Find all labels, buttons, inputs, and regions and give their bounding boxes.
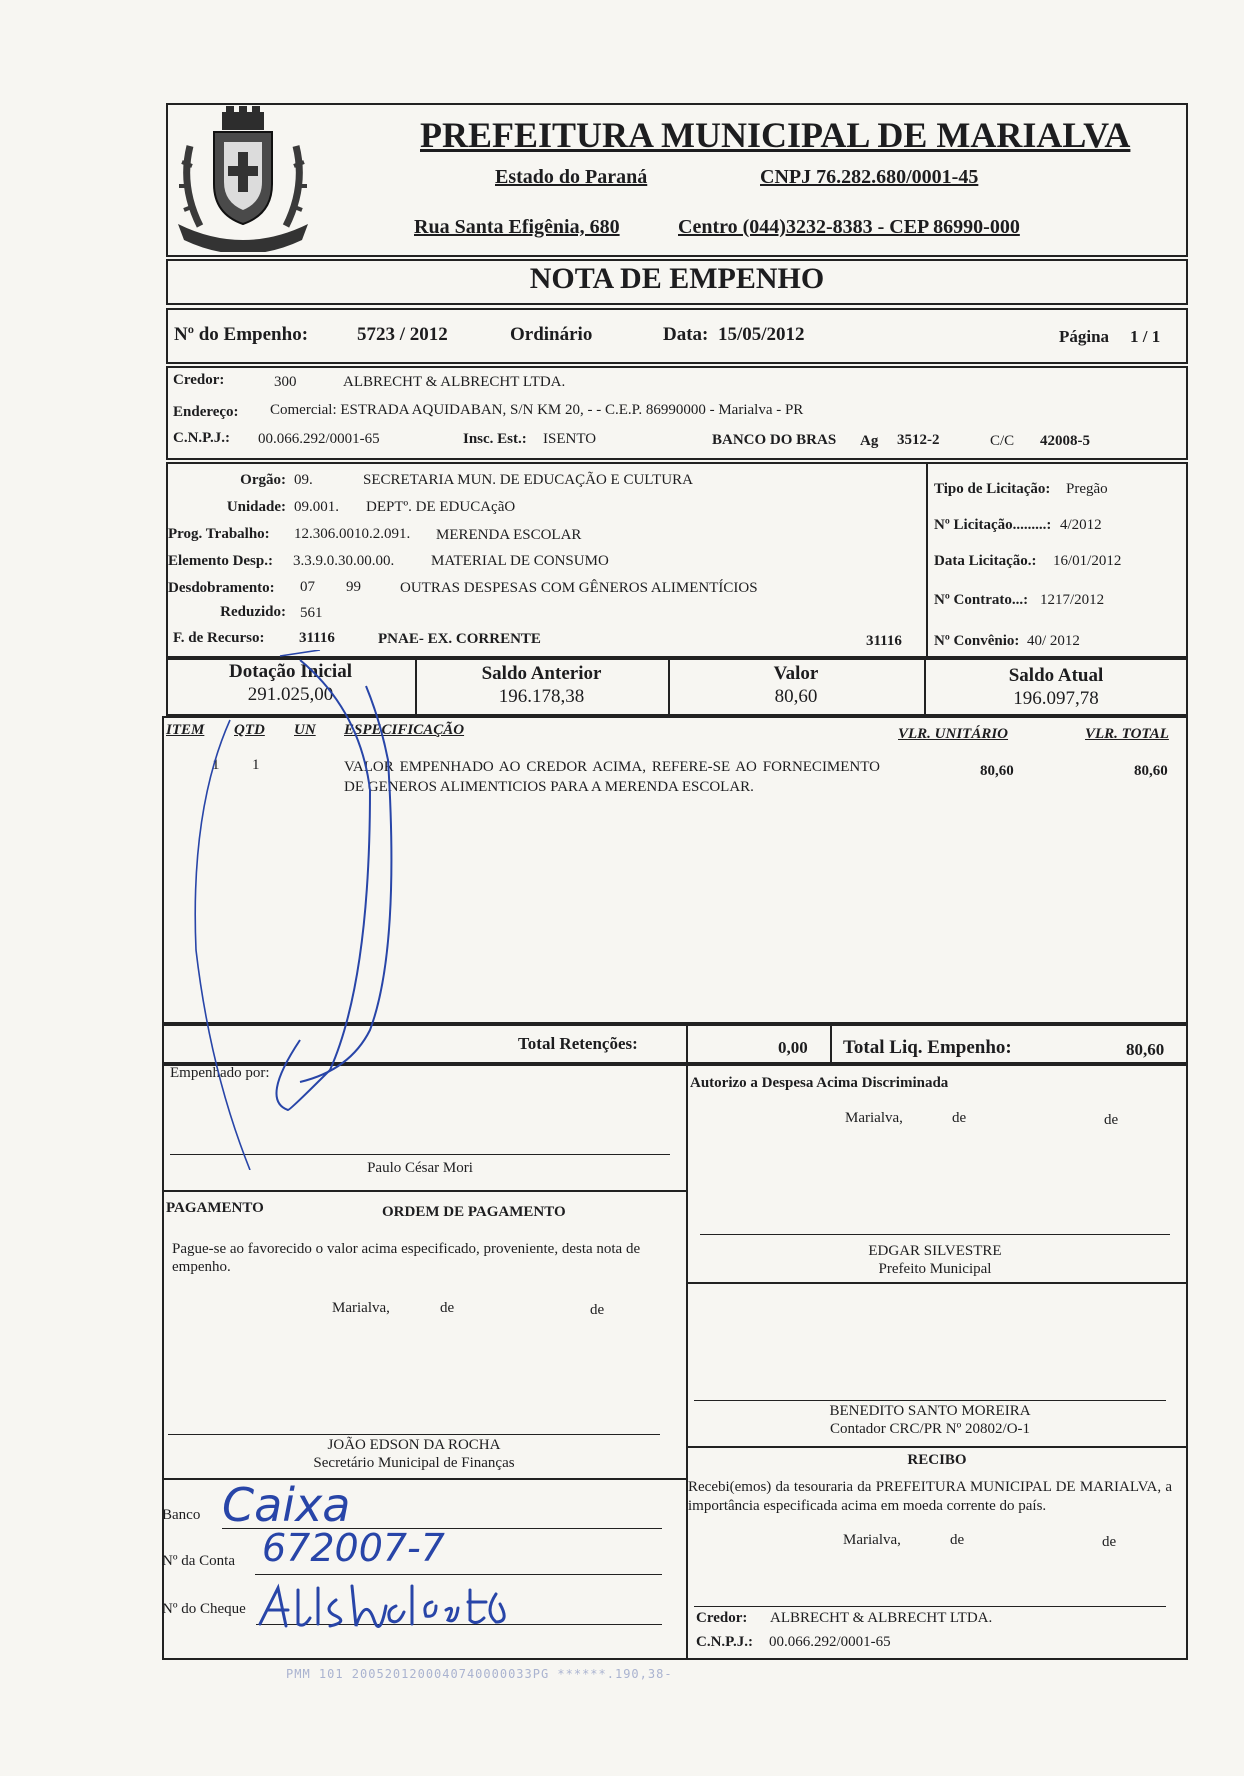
recibo-title: RECIBO xyxy=(907,1452,967,1468)
credor-address: Comercial: ESTRADA AQUIDABAN, S/N KM 20, - - C.E.P. 86990000 - Marialva - PR xyxy=(270,402,804,418)
cnpj-field-label: C.N.P.J.: xyxy=(173,430,230,446)
banco-handwritten: Caixa xyxy=(222,1478,351,1532)
tipo-licitacao-value: Pregão xyxy=(1066,481,1108,497)
col-qtd: QTD xyxy=(234,722,265,738)
recurso-code: 31116 xyxy=(299,630,335,646)
recibo-place: Marialva, xyxy=(843,1532,901,1548)
recibo-sign-line xyxy=(694,1606,1166,1607)
date-value: 15/05/2012 xyxy=(718,324,805,345)
insc-value: ISENTO xyxy=(543,431,597,447)
handwritten-mark-icon xyxy=(170,650,470,1170)
unidade-label: Unidade: xyxy=(226,499,286,515)
col-item: ITEM xyxy=(166,722,205,738)
saldo-atual-value: 196.097,78 xyxy=(1013,688,1099,709)
valor-label: Valor xyxy=(773,663,819,684)
coat-of-arms-icon xyxy=(170,106,316,252)
state-label: Estado do Paraná xyxy=(495,166,648,188)
credor-name: ALBRECHT & ALBRECHT LTDA. xyxy=(343,374,566,390)
contador-sign-line xyxy=(694,1400,1166,1401)
cheque-signature-icon xyxy=(256,1580,516,1636)
cc-label: C/C xyxy=(990,433,1015,449)
recibo-de-1: de xyxy=(950,1532,965,1548)
recibo-credor-name: ALBRECHT & ALBRECHT LTDA. xyxy=(770,1610,993,1626)
empenho-label: Nº do Empenho: xyxy=(174,324,309,345)
autorizo-de-1: de xyxy=(952,1110,967,1126)
right-divider-1 xyxy=(686,1282,1188,1284)
pagamento-sign-line xyxy=(168,1434,660,1435)
reduzido-value: 561 xyxy=(300,605,323,621)
reduzido-label: Reduzido: xyxy=(220,604,286,620)
pagamento-label: PAGAMENTO xyxy=(166,1200,264,1216)
banco-label: Banco xyxy=(162,1507,201,1523)
recurso-code-right: 31116 xyxy=(866,633,902,649)
autorizo-signer-name: EDGAR SILVESTRE xyxy=(868,1243,1002,1259)
conta-handwritten: 672007-7 xyxy=(262,1526,445,1570)
row-unit-price: 80,60 xyxy=(980,763,1014,779)
autorizo-sign-line xyxy=(700,1234,1170,1235)
saldo-anterior-value: 196.178,38 xyxy=(498,686,585,707)
num-licitacao-value: 4/2012 xyxy=(1060,517,1102,533)
row-spec: VALOR EMPENHADO AO CREDOR ACIMA, REFERE-SE AO FORNECIMENTO DE GENEROS ALIMENTICIOS PARA A MERENDA ESCOLAR. xyxy=(344,759,880,795)
ag-label: Ag xyxy=(860,433,879,449)
credor-label: Credor: xyxy=(173,372,225,388)
credor-cnpj: 00.066.292/0001-65 xyxy=(258,431,380,447)
cheque-label: Nº do Cheque xyxy=(162,1601,246,1617)
pagamento-de-1: de xyxy=(440,1300,455,1316)
autorizo-de-2: de xyxy=(1104,1112,1119,1128)
autorizo-title: Autorizo a Despesa Acima Discriminada xyxy=(690,1075,949,1091)
cc-value: 42008-5 xyxy=(1040,433,1090,449)
page-label: Página xyxy=(1059,327,1110,346)
pagamento-de-2: de xyxy=(590,1302,605,1318)
recibo-cnpj: 00.066.292/0001-65 xyxy=(769,1634,891,1650)
orgao-name: SECRETARIA MUN. DE EDUCAÇÃO E CULTURA xyxy=(363,472,693,488)
bank-stamp: PMM 101 2005201200040740000033PG ******.190,38- xyxy=(286,1667,673,1681)
valor-value: 80,60 xyxy=(774,686,818,707)
recibo-de-2: de xyxy=(1102,1534,1117,1550)
col-spec: ESPECIFICAÇÃO xyxy=(344,722,465,738)
empenho-type: Ordinário xyxy=(510,324,593,345)
conta-line xyxy=(255,1574,662,1575)
elem-label: Elemento Desp.: xyxy=(168,553,273,569)
conta-label: Nº da Conta xyxy=(162,1553,235,1569)
pagamento-place: Marialva, xyxy=(332,1300,390,1316)
page-title: PREFEITURA MUNICIPAL DE MARIALVA xyxy=(420,115,1131,155)
page-value: 1 / 1 xyxy=(1130,327,1161,346)
prog-name: MERENDA ESCOLAR xyxy=(436,527,582,543)
data-licitacao-value: 16/01/2012 xyxy=(1053,553,1122,569)
desd-name: OUTRAS DESPESAS COM GÊNEROS ALIMENTÍCIOS xyxy=(400,580,758,596)
saldo-atual-label: Saldo Atual xyxy=(1008,665,1104,686)
prog-code: 12.306.0010.2.091. xyxy=(294,526,411,542)
pagamento-signer-name: JOÃO EDSON DA ROCHA xyxy=(327,1437,501,1453)
orgao-code: 09. xyxy=(294,472,313,488)
recurso-label: F. de Recurso: xyxy=(173,630,265,646)
retencoes-label: Total Retenções: xyxy=(518,1034,638,1053)
address-label: Centro (044)3232-8383 - CEP 86990-000 xyxy=(678,216,1020,238)
budget-divider xyxy=(926,462,928,658)
totals-divider-2 xyxy=(830,1024,832,1064)
desd-label: Desdobramento: xyxy=(168,580,275,596)
empenhado-label: Empenhado por: xyxy=(170,1065,270,1081)
col-un: UN xyxy=(294,722,316,738)
col-unit-price: VLR. UNITÁRIO xyxy=(898,726,1009,742)
credor-code: 300 xyxy=(274,374,297,390)
prog-label: Prog. Trabalho: xyxy=(168,526,270,542)
data-licitacao-label: Data Licitação.: xyxy=(934,553,1037,569)
ordem-pagamento-title: ORDEM DE PAGAMENTO xyxy=(382,1204,566,1220)
row-item: 1 xyxy=(212,757,220,773)
recibo-credor-label: Credor: xyxy=(696,1610,748,1626)
address-field-label: Endereço: xyxy=(173,404,239,420)
elem-name: MATERIAL DE CONSUMO xyxy=(431,553,609,569)
empenhado-name: Paulo César Mori xyxy=(367,1160,473,1176)
desd-code-2: 99 xyxy=(346,579,361,595)
doc-title: NOTA DE EMPENHO xyxy=(529,262,825,295)
empenho-value: 5723 / 2012 xyxy=(357,324,448,345)
saldo-anterior-label: Saldo Anterior xyxy=(481,663,602,684)
insc-label: Insc. Est.: xyxy=(463,431,527,447)
unidade-code: 09.001. xyxy=(294,499,339,515)
lower-divider xyxy=(686,1064,688,1660)
dotacao-value: 291.025,00 xyxy=(247,684,334,705)
col-total-price: VLR. TOTAL xyxy=(1085,726,1169,742)
totals-divider-1 xyxy=(686,1024,688,1064)
unidade-name: DEPTº. DE EDUCAçãO xyxy=(366,499,516,515)
contrato-label: Nº Contrato...: xyxy=(934,592,1029,608)
row-qtd: 1 xyxy=(252,757,260,773)
recibo-text: Recebi(emos) da tesouraria da PREFEITURA MUNICIPAL DE MARIALVA, a importância especificada acima em moeda corrente do país. xyxy=(688,1479,1172,1514)
liq-label: Total Liq. Empenho: xyxy=(843,1037,1012,1058)
cnpj-label: CNPJ 76.282.680/0001-45 xyxy=(760,166,979,188)
row-total-price: 80,60 xyxy=(1134,763,1168,779)
pagamento-signer-role: Secretário Municipal de Finanças xyxy=(313,1455,515,1471)
right-divider-2 xyxy=(686,1446,1188,1448)
retencoes-value: 0,00 xyxy=(778,1038,808,1057)
street-label: Rua Santa Efigênia, 680 xyxy=(414,216,620,238)
bank-name: BANCO DO BRAS xyxy=(712,432,837,448)
pagamento-text: Pague-se ao favorecido o valor acima especificado, proveniente, desta nota de empenho. xyxy=(172,1241,641,1275)
autorizo-signer-role: Prefeito Municipal xyxy=(878,1261,992,1277)
desd-code-1: 07 xyxy=(300,579,315,595)
ag-value: 3512-2 xyxy=(897,432,940,448)
contador-crc: Contador CRC/PR Nº 20802/O-1 xyxy=(829,1421,1031,1437)
contador-name: BENEDITO SANTO MOREIRA xyxy=(829,1403,1031,1419)
recibo-cnpj-label: C.N.P.J.: xyxy=(696,1634,753,1650)
autorizo-place: Marialva, xyxy=(845,1110,903,1126)
num-licitacao-label: Nº Licitação.........: xyxy=(934,517,1052,533)
tipo-licitacao-label: Tipo de Licitação: xyxy=(934,481,1051,497)
convenio-label: Nº Convênio: xyxy=(934,633,1020,649)
liq-value: 80,60 xyxy=(1126,1040,1165,1059)
dotacao-label: Dotação Inicial xyxy=(229,661,352,682)
convenio-value: 40/ 2012 xyxy=(1027,633,1080,649)
elem-code: 3.3.9.0.30.00.00. xyxy=(293,553,395,569)
orgao-label: Orgão: xyxy=(240,472,286,488)
date-label: Data: xyxy=(663,324,709,345)
left-divider-1 xyxy=(162,1190,686,1192)
contrato-value: 1217/2012 xyxy=(1040,592,1105,608)
recurso-name: PNAE- EX. CORRENTE xyxy=(378,631,541,647)
